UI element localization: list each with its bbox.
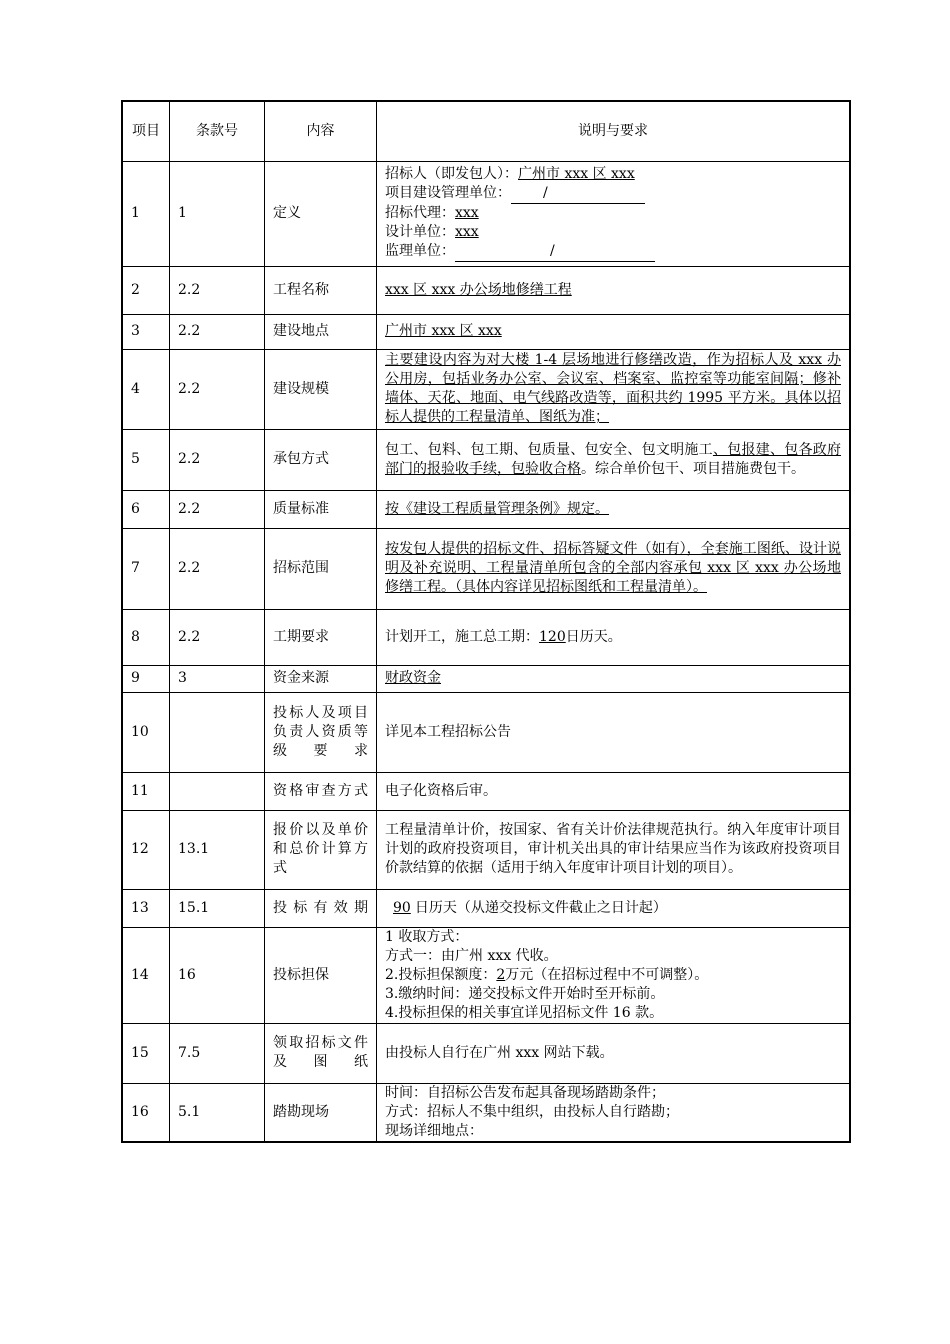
- row-clause: 2.2: [170, 429, 265, 490]
- row-item: 12: [122, 810, 170, 889]
- tenderer-label: 招标人（即发包人）：: [385, 166, 518, 182]
- bond-amount-label: 2.投标担保额度：: [385, 966, 497, 983]
- row-clause: 15.1: [170, 889, 265, 927]
- header-item: 项目: [122, 101, 170, 161]
- header-content: 内容: [265, 101, 377, 161]
- row-content: 招标范围: [265, 528, 377, 609]
- row-item: 6: [122, 490, 170, 528]
- row-clause: [170, 772, 265, 810]
- row-content: 工期要求: [265, 609, 377, 665]
- row-clause: 16: [170, 927, 265, 1023]
- row-item: 8: [122, 609, 170, 665]
- tender-info-table: [121, 100, 851, 1143]
- agent-value: xxx: [455, 205, 479, 221]
- table-row: [122, 314, 850, 349]
- table-row: [122, 927, 850, 1023]
- site-visit-method: 方式：招标人不集中组织，由投标人自行踏勘；: [385, 1103, 679, 1120]
- site-visit-location: 现场详细地点：: [385, 1122, 483, 1139]
- validity-text: 日历天（从递交投标文件截止之日计起）: [414, 899, 667, 916]
- row-item: 15: [122, 1023, 170, 1083]
- row-desc: 工程量清单计价，按国家、省有关计价法律规范执行。纳入年度审计项目计划的政府投资项目，审计机关出具的审计结果应当作为该政府投资项目价款结算的依据（适用于纳入年度审计项目计划的项目）。: [377, 810, 851, 889]
- contract-method-a: 包工、包料、包工期、包质量、包安全、包文明施工: [385, 441, 713, 458]
- row-content: 定义: [265, 161, 377, 266]
- row-item: 7: [122, 528, 170, 609]
- table-row: [122, 810, 850, 889]
- row-desc: [377, 429, 851, 490]
- row-desc: [377, 609, 851, 665]
- table-row: [122, 1083, 850, 1142]
- row-desc: 按发包人提供的招标文件、招标答疑文件（如有），全套施工图纸、设计说明及补充说明、工程量清单所包含的全部内容承包 xxx 区 xxx 办公场地修缮工程。（具体内容详见招标图纸和工程量清单）。: [377, 528, 851, 609]
- row-desc: 由投标人自行在广州 xxx 网站下载。: [377, 1023, 851, 1083]
- mgmt-unit-label: 项目建设管理单位：: [385, 185, 511, 201]
- row-content: 领取招标文件及图纸: [265, 1023, 377, 1083]
- row-clause: 13.1: [170, 810, 265, 889]
- row-content: 建设规模: [265, 349, 377, 429]
- row-clause: 2.2: [170, 314, 265, 349]
- supervisor-value: /: [550, 243, 555, 259]
- contract-method-b: 、包报建、包各政府部门的报验收手续，包验收合格: [385, 441, 842, 477]
- table-row: [122, 772, 850, 810]
- designer-value: xxx: [455, 224, 479, 240]
- row-desc: xxx 区 xxx 办公场地修缮工程: [377, 266, 851, 314]
- row-desc: [377, 889, 851, 927]
- row-clause: 2.2: [170, 349, 265, 429]
- row-clause: [170, 692, 265, 772]
- row-desc: 详见本工程招标公告: [377, 692, 851, 772]
- row-content: 资金来源: [265, 665, 377, 692]
- table-row: [122, 665, 850, 692]
- row-content: 承包方式: [265, 429, 377, 490]
- table-row: [122, 889, 850, 927]
- designer-label: 设计单位：: [385, 224, 455, 240]
- row-item: 14: [122, 927, 170, 1023]
- table-header-row: [122, 101, 850, 161]
- row-item: 5: [122, 429, 170, 490]
- header-clause: 条款号: [170, 101, 265, 161]
- row-clause: 2.2: [170, 528, 265, 609]
- bond-line-4: 3.缴纳时间：递交投标文件开始时至开标前。: [385, 985, 665, 1002]
- row-desc: 财政资金: [377, 665, 851, 692]
- site-visit-time: 时间：自招标公告发布起具备现场踏勘条件；: [385, 1084, 665, 1101]
- bond-amount-value: 2: [496, 966, 506, 983]
- bond-line-2: 方式一：由广州 xxx 代收。: [385, 947, 558, 964]
- table-row: [122, 528, 850, 609]
- row-clause: 1: [170, 161, 265, 266]
- duration-value: 120: [539, 628, 566, 645]
- row-clause: 3: [170, 665, 265, 692]
- table-row: [122, 692, 850, 772]
- row-item: 10: [122, 692, 170, 772]
- row-item: 2: [122, 266, 170, 314]
- row-item: 1: [122, 161, 170, 266]
- table-row: [122, 490, 850, 528]
- row-item: 13: [122, 889, 170, 927]
- row-desc: 电子化资格后审。: [377, 772, 851, 810]
- bond-line-5: 4.投标担保的相关事宜详见招标文件 16 款。: [385, 1004, 664, 1021]
- table-row: [122, 1023, 850, 1083]
- row-item: 4: [122, 349, 170, 429]
- row-content: 工程名称: [265, 266, 377, 314]
- row-content: 质量标准: [265, 490, 377, 528]
- contract-method-c: 。综合单价包干、项目措施费包干。: [581, 460, 805, 477]
- table-row: [122, 609, 850, 665]
- bond-line-1: 1 收取方式：: [385, 928, 469, 945]
- row-clause: 2.2: [170, 266, 265, 314]
- row-desc: [377, 1083, 851, 1142]
- row-desc: [377, 927, 851, 1023]
- row-desc: 主要建设内容为对大楼 1-4 层场地进行修缮改造，作为招标人及 xxx 办公用房，包括业务办公室、会议室、档案室、监控室等功能室间隔；修补墙体、天花、地面、电气线路改造等，面积共约 1995 平方米。具体以招标人提供的工程量清单、图纸为准；: [377, 349, 851, 429]
- row-desc: 广州市 xxx 区 xxx: [377, 314, 851, 349]
- row-content: 投标有效期: [265, 889, 377, 927]
- row-clause: 7.5: [170, 1023, 265, 1083]
- tenderer-value: 广州市 xxx 区 xxx: [518, 166, 635, 182]
- row-content: 资格审查方式: [265, 772, 377, 810]
- agent-label: 招标代理：: [385, 205, 455, 221]
- row-clause: 5.1: [170, 1083, 265, 1142]
- duration-unit: 日历天。: [565, 628, 622, 645]
- validity-value: 90: [393, 899, 411, 916]
- row-item: 9: [122, 665, 170, 692]
- table-row: [122, 161, 850, 266]
- duration-label: 计划开工，施工总工期：: [385, 628, 539, 645]
- row-desc: 按《建设工程质量管理条例》规定。: [377, 490, 851, 528]
- header-desc: 说明与要求: [377, 101, 851, 161]
- table-row: [122, 349, 850, 429]
- row-content: 报价以及单价和总价计算方式: [265, 810, 377, 889]
- row-clause: 2.2: [170, 490, 265, 528]
- supervisor-label: 监理单位：: [385, 243, 455, 259]
- bond-amount-unit: 万元（在招标过程中不可调整）。: [505, 966, 709, 983]
- row-content: 投标人及项目负责人资质等级要求: [265, 692, 377, 772]
- mgmt-unit-value: /: [543, 185, 548, 201]
- row-content: 踏勘现场: [265, 1083, 377, 1142]
- row-clause: 2.2: [170, 609, 265, 665]
- row-item: 16: [122, 1083, 170, 1142]
- row-item: 3: [122, 314, 170, 349]
- row-content: 投标担保: [265, 927, 377, 1023]
- table-row: [122, 429, 850, 490]
- row-content: 建设地点: [265, 314, 377, 349]
- row-desc: [377, 161, 851, 266]
- row-item: 11: [122, 772, 170, 810]
- table-row: [122, 266, 850, 314]
